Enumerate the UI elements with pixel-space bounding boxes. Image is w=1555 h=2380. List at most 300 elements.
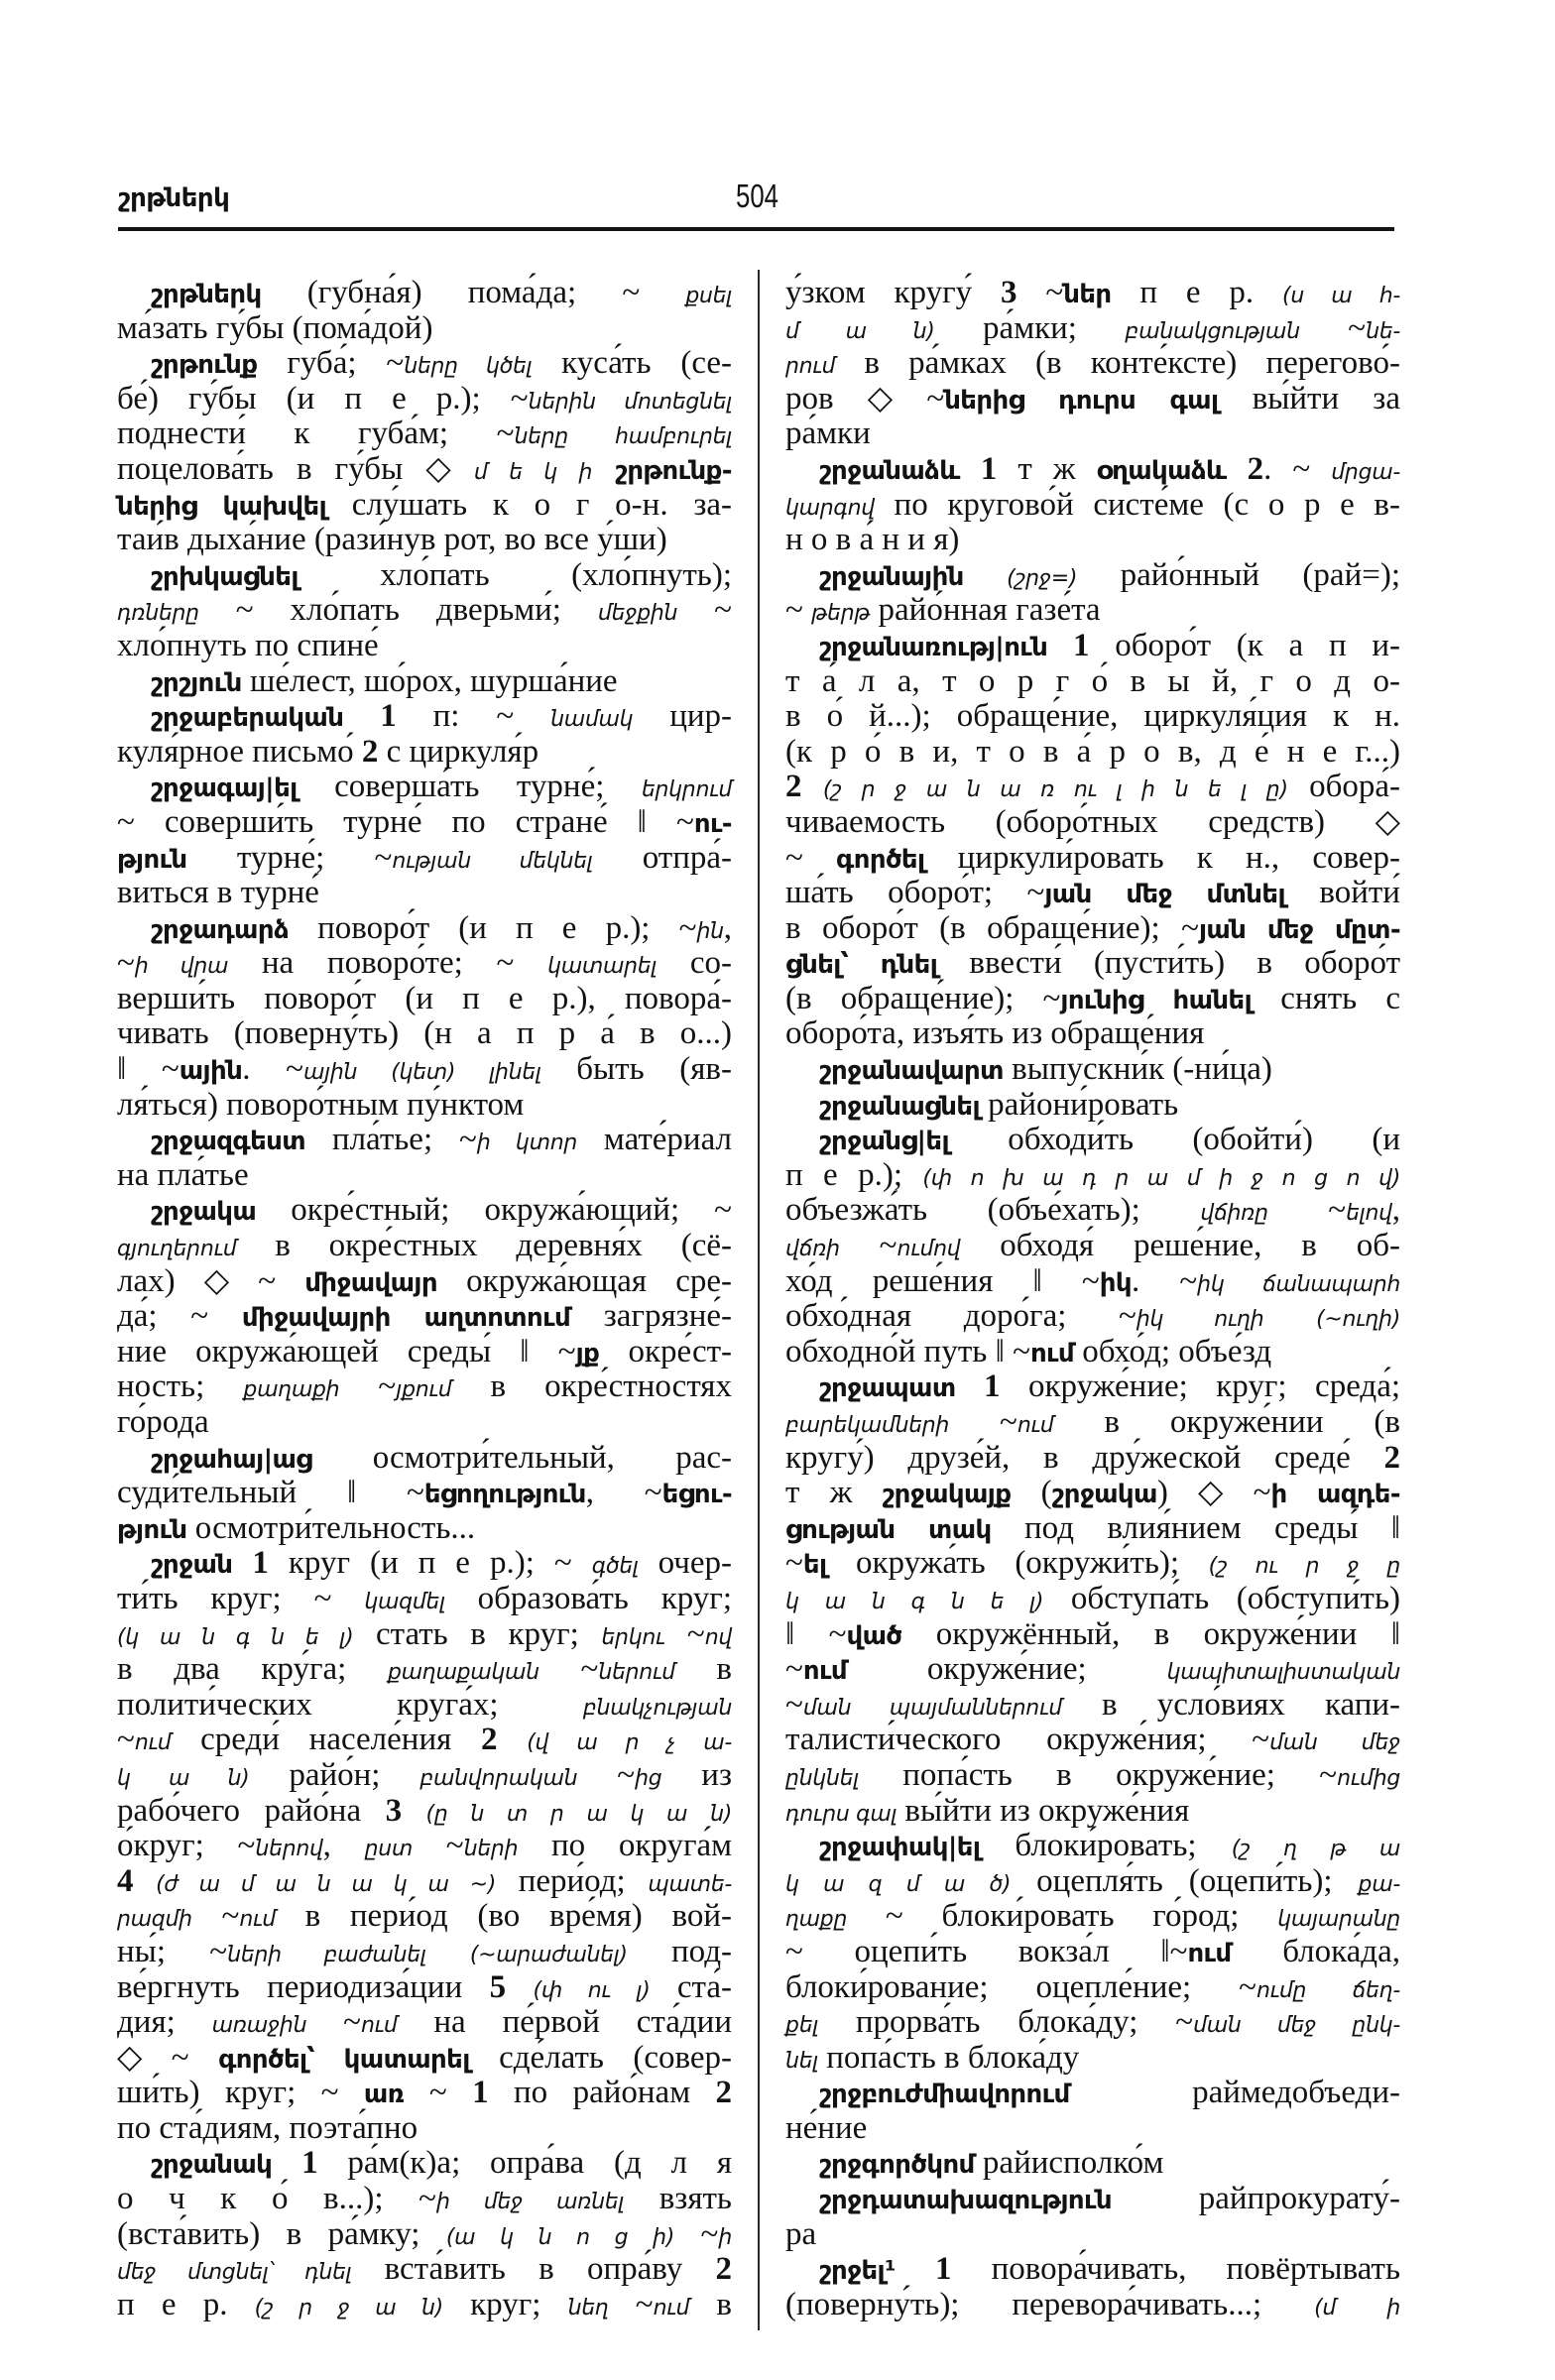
armenian-phrase-italic: ղաքը: [785, 1907, 848, 1933]
entry-line: [785, 911, 1400, 947]
entry-line: [785, 1829, 1400, 1864]
translation-text: (: [1011, 1475, 1052, 1511]
headword: շրջդատախազություն: [819, 2186, 1112, 2216]
translation-text: вы́йти за: [1218, 380, 1400, 416]
entry-line: [785, 1405, 1400, 1441]
entry-line: [785, 699, 1400, 735]
dictionary-entry: [785, 1052, 1400, 1088]
translation-text: го́рода: [117, 1404, 209, 1440]
translation-text: бе́) гу́бы (и п е р.); ~: [117, 380, 529, 416]
headword: շրխկացնել: [151, 561, 299, 592]
entry-line: [785, 2041, 1400, 2077]
translation-text: т а́ л а, т о р г о́ в ы й, г о д о-: [785, 662, 1400, 699]
translation-text: сде́лать (совер-: [469, 2039, 733, 2076]
translation-text: поцелова́ть в гу́бы ◇: [117, 450, 474, 487]
armenian-phrase-italic: ումով: [897, 1237, 961, 1262]
translation-text: блоки́рование; оцепле́ние; ~: [785, 1968, 1256, 2005]
translation-text: в усло́виях капи-: [1061, 1686, 1400, 1723]
armenian-phrase-bold: ներից կախվել: [117, 491, 327, 522]
armenian-phrase-italic: ի վրա: [134, 954, 229, 980]
armenian-phrase-italic: թերթ: [811, 601, 871, 627]
translation-text: окружа́ющая сре-: [436, 1262, 732, 1299]
armenian-phrase-italic: բանակցության: [1125, 318, 1300, 344]
armenian-phrase-italic: մեջքին: [597, 601, 678, 627]
entry-line: [785, 1511, 1400, 1547]
entry-line: [117, 1369, 732, 1405]
translation-text: т ж: [785, 1475, 883, 1511]
dictionary-entry: [117, 276, 732, 346]
translation-text: хло́пнуть по спине́: [117, 627, 379, 663]
armenian-phrase-italic: գյուղերում: [117, 1237, 237, 1262]
armenian-phrase-bold: ցնել՝ դնել: [785, 950, 938, 981]
armenian-phrase-italic: ում: [653, 2295, 690, 2320]
translation-text: ~: [664, 1615, 705, 1652]
armenian-phrase-italic: կ ա ն գ ն ե լ): [785, 1589, 1044, 1614]
translation-text: ~: [191, 1898, 240, 1935]
column-divider: [758, 270, 760, 2330]
entry-line: [785, 1970, 1400, 2006]
dictionary-entry: [785, 452, 1400, 558]
sense-number: 2: [715, 2251, 733, 2288]
translation-text: рабо́чего райо́на: [117, 1792, 386, 1829]
translation-text: кругу́) друзе́й, в дру́жеской среде́: [785, 1439, 1384, 1476]
translation-text: ров ◇ ~: [785, 380, 945, 416]
entry-line: [117, 1723, 732, 1758]
armenian-phrase-italic: ի կտոր: [476, 1130, 577, 1156]
translation-text: обступа́ть (обступи́ть): [1043, 1580, 1400, 1616]
translation-text: чивать (поверну́ть) (н а п р а́ в о...): [117, 1015, 732, 1052]
translation-text: (вста́вить) в ра́мку;: [117, 2215, 446, 2252]
armenian-phrase-bold: յան մեջ մտնել: [1044, 880, 1285, 910]
translation-text: осмотри́тельный, рас-: [311, 1439, 732, 1476]
armenian-phrase-italic: առաջին: [211, 2013, 307, 2039]
translation-text: поднести́ к губа́м; ~: [117, 416, 515, 452]
armenian-phrase-bold: ներից դուրս գալ: [944, 385, 1219, 416]
armenian-phrase-italic: (շ ղ թ ա: [1231, 1837, 1400, 1862]
sense-number: 4: [117, 1862, 134, 1899]
armenian-phrase-bold: յան մեջ մըտ-: [1198, 914, 1401, 945]
translation-text: оборо́т (к а п и-: [1089, 627, 1400, 663]
armenian-phrase-bold: ներ: [1063, 280, 1112, 309]
translation-text: ~: [785, 1651, 803, 1688]
entry-line: [117, 1264, 732, 1300]
entry-line: [785, 2146, 1400, 2182]
entry-line: [785, 1229, 1400, 1264]
entry-line: [785, 452, 1400, 488]
dictionary-entry: [785, 2146, 1400, 2182]
translation-text: под влия́нием среды́ ‖: [991, 1509, 1401, 1546]
armenian-phrase-bold: ել: [802, 1550, 827, 1581]
dictionary-entry: [785, 1369, 1400, 1829]
entry-line: [785, 1899, 1400, 1935]
translation-text: в два кру́га;: [117, 1651, 388, 1688]
translation-text: из: [661, 1756, 733, 1793]
dictionary-entry: [785, 1829, 1400, 2076]
entry-line: [785, 664, 1400, 700]
armenian-phrase-italic: ներին մոտեցնել: [528, 389, 732, 415]
translation-text: осмотри́тельность...: [186, 1509, 476, 1546]
entry-line: [117, 735, 732, 771]
translation-text: оборо́та, изъя́ть из обраще́ния: [785, 1015, 1205, 1052]
translation-text: о ч к о́ в...); ~: [117, 2181, 436, 2217]
armenian-phrase-italic: (մ ի: [1314, 2295, 1401, 2320]
headword: շրջապատ: [819, 1373, 956, 1404]
entry-line: [117, 1758, 732, 1794]
translation-text: [402, 1793, 425, 1829]
entry-line: [785, 593, 1400, 629]
armenian-phrase-italic: րազմի: [117, 1907, 192, 1933]
armenian-phrase-italic: վճռի: [785, 1237, 840, 1262]
translation-text: круг (и п е р.); ~: [268, 1545, 592, 1582]
translation-text: выпускни́к (-ни́ца): [1003, 1051, 1272, 1088]
translation-text: не́ние: [785, 2109, 868, 2146]
translation-text: окруже́ние;: [846, 1651, 1167, 1688]
entry-line: [117, 1123, 732, 1158]
entry-line: [117, 911, 732, 947]
translation-text: ~: [785, 839, 837, 876]
entry-line: [785, 1688, 1400, 1724]
translation-text: (к р о́ в и, т о в а́ р о в, д е́ н е г...): [785, 733, 1400, 770]
entry-line: [117, 1688, 732, 1724]
headword: շրջանառությ|ուն: [819, 632, 1048, 662]
headword: շրջանացնել: [819, 1091, 980, 1122]
translation-text: отпра́-: [592, 839, 732, 876]
translation-text: ~: [785, 592, 812, 629]
translation-text: . ~: [1131, 1262, 1198, 1299]
translation-text: (в обраще́ние); ~: [785, 980, 1061, 1016]
translation-text: пла́тье; ~: [304, 1122, 477, 1158]
armenian-phrase-italic: ման մեջ: [1269, 1730, 1400, 1756]
armenian-phrase-italic: երկրում: [641, 777, 732, 803]
armenian-phrase-italic: ների բաժանել: [227, 1942, 426, 1967]
translation-text: [1263, 1298, 1316, 1334]
entry-line: [785, 841, 1400, 877]
translation-text: [960, 451, 981, 487]
translation-text: по райо́нам: [488, 2075, 716, 2111]
armenian-phrase-italic: դուրս գալ: [785, 1801, 897, 1827]
translation-text: ра́м(к)а; опра́ва (д л я: [317, 2145, 732, 2182]
translation-text: ~: [339, 1368, 397, 1405]
armenian-phrase-italic: (շ ու ր ջ ը: [1208, 1554, 1401, 1580]
armenian-phrase-italic: (շրջ=): [1007, 565, 1078, 591]
translation-text: ,: [723, 909, 732, 946]
translation-text: ,: [1391, 1192, 1400, 1229]
translation-text: ~: [538, 1651, 599, 1688]
armenian-phrase-italic: ներով: [255, 1837, 323, 1862]
translation-text: в: [674, 1651, 732, 1688]
entry-line: [785, 735, 1400, 771]
entry-line: [785, 488, 1400, 524]
entry-line: [117, 416, 732, 452]
translation-text: под-: [627, 1933, 732, 1969]
translation-text: обхо́дная доро́га; ~: [785, 1298, 1136, 1335]
translation-text: п е р.);: [785, 1156, 923, 1193]
translation-text: поворо́т (и п е р.); ~: [289, 909, 697, 946]
translation-text: объезжа́ть (объе́хать);: [785, 1192, 1201, 1229]
armenian-phrase-italic: նեղ: [567, 2295, 609, 2320]
translation-text: обора́-: [1287, 769, 1401, 805]
translation-text: [498, 1722, 528, 1757]
armenian-phrase-italic: ին: [696, 918, 724, 944]
entry-line: [785, 558, 1400, 594]
armenian-phrase-italic: քսել: [685, 284, 732, 308]
entry-line: [117, 346, 732, 382]
dictionary-entry: [117, 1193, 732, 1440]
headword: շրջան: [151, 1550, 233, 1581]
armenian-phrase-italic: ները համբուրել: [514, 424, 732, 450]
entry-line: [785, 382, 1400, 417]
dictionary-entry: [117, 558, 732, 664]
translation-text: ~: [413, 1828, 464, 1864]
translation-text: окружа́ть (окружи́ть);: [826, 1545, 1209, 1582]
translation-text: в ра́мках (в конте́ксте) перегово́-: [835, 345, 1400, 382]
entry-line: [785, 1158, 1400, 1194]
entry-line: [117, 664, 732, 700]
translation-text: ~: [404, 2075, 473, 2111]
armenian-phrase-italic: ըստ: [364, 1837, 414, 1862]
translation-text: губа́; ~: [257, 345, 405, 382]
translation-text: ~: [117, 945, 135, 982]
dictionary-entry: [785, 1123, 1400, 1369]
dictionary-entry: [785, 558, 1400, 629]
armenian-phrase-italic: բարեկամների: [785, 1413, 950, 1438]
entry-line: [785, 629, 1400, 664]
translation-text: взять: [624, 2181, 732, 2217]
entry-line: [117, 523, 732, 558]
translation-text: обхо́д; объе́зд: [1074, 1333, 1272, 1369]
armenian-phrase-italic: կապիտալիստական: [1166, 1660, 1400, 1686]
entry-line: [117, 805, 732, 841]
headword: շրջազգեստ: [151, 1127, 305, 1157]
translation-text: полити́ческих круга́х;: [117, 1686, 583, 1723]
armenian-phrase-bold: յունից հանել: [1060, 985, 1253, 1015]
armenian-phrase-italic: մրցա-: [1331, 459, 1401, 485]
translation-text: ~: [677, 592, 732, 629]
translation-text: загрязне́-: [570, 1298, 732, 1335]
sense-number: 2: [1247, 450, 1264, 487]
entry-line: [117, 1582, 732, 1617]
armenian-phrase-italic: իկ ճանապարհ: [1197, 1271, 1400, 1297]
translation-text: ра: [785, 2215, 817, 2252]
translation-text: ‖ ~: [785, 1615, 847, 1652]
headword: շրթներկ: [151, 280, 262, 309]
armenian-phrase-italic: (շ ր ջ ա ն ա ռ ու լ ի ն ե լ ը): [822, 777, 1288, 803]
dictionary-entry: [785, 2076, 1400, 2146]
dictionary-entry: [785, 276, 1400, 452]
translation-text: обходя́ реше́ние, в об-: [960, 1228, 1401, 1264]
entry-line: [785, 982, 1400, 1017]
armenian-phrase-italic: ները կծել: [404, 354, 533, 380]
translation-text: блока́да,: [1231, 1933, 1400, 1969]
translation-text: окре́стный; окружа́ющий; ~: [256, 1192, 732, 1229]
armenian-phrase-italic: մ ե կ ի: [473, 459, 593, 485]
translation-text: слу́шать к о г о-н. за-: [326, 486, 733, 523]
headword: շրջահայ|աց: [151, 1444, 312, 1475]
armenian-phrase-italic: յքում: [396, 1377, 452, 1403]
armenian-phrase-italic: (շ ր ջ ա ն): [254, 2295, 443, 2320]
translation-text: ~: [608, 2286, 654, 2322]
entry-line: [117, 1970, 732, 2006]
sense-number: 1: [252, 1545, 269, 1582]
translation-text: у́зком кругу́: [785, 275, 1002, 310]
sense-number: 1: [301, 2145, 318, 2182]
translation-text: образова́ть круг;: [444, 1580, 732, 1616]
translation-text: ~: [949, 1404, 1017, 1440]
armenian-phrase-italic: նե-: [1366, 318, 1400, 344]
entry-line: [117, 1016, 732, 1052]
armenian-phrase-bold: շրթունք-: [615, 455, 732, 486]
armenian-phrase-italic: (փ ո խ ա դ ր ա մ ի ջ ո ց ո վ): [922, 1165, 1400, 1191]
translation-text: в окре́стных деревня́х (сё-: [236, 1228, 732, 1264]
headword: շրջադարձ: [151, 914, 290, 945]
headword: շրթունք: [151, 350, 258, 381]
translation-text: ~: [839, 1228, 897, 1264]
translation-text: ~: [1267, 1192, 1347, 1229]
sense-number: 1: [984, 1368, 1001, 1405]
armenian-phrase-bold: ում: [1187, 1938, 1232, 1968]
header-rule: [118, 227, 1394, 231]
entry-line: [785, 1052, 1400, 1088]
entry-line: [785, 2252, 1400, 2288]
sense-number: 2: [1383, 1439, 1400, 1476]
translation-text: раймедобъеди-: [1069, 2075, 1400, 2111]
armenian-phrase-bold: առ: [363, 2080, 405, 2110]
entry-line: [785, 2076, 1400, 2111]
armenian-phrase-italic: վճիռը: [1200, 1201, 1268, 1227]
armenian-phrase-italic: պատե-: [648, 1871, 732, 1897]
translation-text: верши́ть поворо́т (и п е р.), повора́-: [117, 980, 732, 1016]
translation-text: . ~: [1263, 450, 1332, 487]
armenian-phrase-italic: կարգով: [785, 495, 875, 521]
dictionary-entry: [117, 1546, 732, 2146]
translation-text: ввести́ (пусти́ть) в оборо́т: [937, 945, 1400, 982]
armenian-phrase-bold: գործել: [836, 844, 925, 875]
sense-number: 3: [1001, 275, 1017, 310]
translation-text: по ста́диям, поэта́пно: [117, 2109, 419, 2146]
armenian-phrase-italic: ի: [718, 2224, 733, 2250]
armenian-phrase-bold: ում: [1029, 1338, 1075, 1368]
headword: շրջանակ: [151, 2150, 273, 2181]
armenian-phrase-italic: ման մեջ ընկ-: [1193, 2013, 1400, 2039]
entry-line: [117, 629, 732, 664]
entry-line: [785, 523, 1400, 558]
armenian-phrase-italic: կայարանը: [1277, 1907, 1400, 1933]
headword: շրջգործկոմ: [819, 2150, 975, 2181]
dictionary-column-left: [117, 276, 732, 2322]
armenian-phrase-italic: ից: [635, 1765, 662, 1791]
page-number: 504: [736, 178, 778, 214]
entry-line: [117, 1617, 732, 1653]
translation-text: пери́од;: [496, 1862, 649, 1899]
armenian-phrase-italic: կատարել: [547, 954, 658, 980]
armenian-phrase-italic: ման պայմաններում: [802, 1695, 1062, 1721]
armenian-phrase-italic: (ս ա հ-: [1282, 284, 1400, 308]
translation-text: блоки́ровать;: [980, 1828, 1232, 1864]
translation-text: [272, 2145, 301, 2181]
entry-line: [785, 2288, 1400, 2323]
translation-text: окруже́ние; круг; среда́;: [1000, 1368, 1401, 1405]
translation-text: хло́пать (хло́пнуть);: [298, 556, 732, 593]
entry-line: [117, 1229, 732, 1264]
translation-text: (губна́я) пома́да; ~: [261, 275, 686, 310]
entry-line: [117, 1052, 732, 1088]
armenian-phrase-italic: ընկնել: [785, 1765, 859, 1791]
dictionary-entry: [117, 346, 732, 558]
armenian-phrase-italic: (~ուղի): [1316, 1307, 1400, 1333]
entry-line: [117, 2252, 732, 2288]
translation-text: ти́ть круг; ~: [117, 1580, 365, 1616]
entry-line: [117, 946, 732, 982]
translation-text: чиваемость (оборо́тных средств) ◇: [785, 803, 1400, 840]
armenian-phrase-italic: ով: [704, 1624, 732, 1650]
entry-line: [785, 1369, 1400, 1405]
entry-line: [785, 946, 1400, 982]
entry-line: [117, 2005, 732, 2041]
entry-line: [117, 1794, 732, 1830]
translation-text: ра́мки;: [934, 309, 1126, 346]
entry-line: [785, 2182, 1400, 2217]
translation-text: снять с: [1252, 980, 1401, 1016]
entry-line: [117, 982, 732, 1017]
translation-text: . ~: [242, 1051, 303, 1088]
translation-text: в окре́стностях: [451, 1368, 732, 1405]
entry-line: [785, 1016, 1400, 1052]
translation-text: круг;: [442, 2286, 568, 2322]
translation-text: хо́д реше́ния ‖ ~: [785, 1262, 1100, 1299]
translation-text: ны́; ~: [117, 1933, 228, 1969]
translation-text: попа́сть в блока́ду: [817, 2039, 1080, 2076]
translation-text: ши́ть) круг; ~: [117, 2075, 364, 2111]
headword: շրջանց|ել: [819, 1127, 949, 1157]
entry-line: [785, 276, 1400, 311]
translation-text: на пе́рвой ста́дии: [397, 2004, 732, 2041]
entry-line: [785, 1123, 1400, 1158]
translation-text: лах) ◇ ~: [117, 1262, 305, 1299]
entry-line: [785, 1299, 1400, 1335]
armenian-phrase-italic: իկ ուղի: [1136, 1307, 1264, 1333]
entry-line: [117, 382, 732, 417]
translation-text: ля́ться) поворо́тным пу́нктом: [117, 1086, 525, 1123]
entry-line: [785, 1441, 1400, 1477]
entry-line: [117, 2146, 732, 2182]
translation-text: куля́рное письмо́: [117, 733, 362, 770]
sense-number: 2: [481, 1722, 498, 1758]
translation-text: со-: [657, 945, 732, 982]
translation-text: райисполко́м: [974, 2145, 1164, 2182]
entry-line: [117, 558, 732, 594]
armenian-phrase-italic: քա-: [1358, 1871, 1401, 1897]
entry-line: [117, 1158, 732, 1194]
headword: շրշյուն: [151, 667, 242, 698]
dictionary-column-right: [785, 276, 1400, 2322]
entry-line: [785, 2217, 1400, 2253]
translation-text: таи́в дыха́ние (рази́нув рот, во все у́ши): [117, 522, 667, 558]
translation-text: [802, 769, 823, 804]
translation-text: ша́ть оборо́т; ~: [785, 875, 1045, 911]
armenian-phrase-bold: միջավայր: [304, 1267, 437, 1298]
translation-text: райо́н;: [249, 1756, 420, 1793]
entry-line: [785, 1264, 1400, 1300]
entry-line: [117, 2076, 732, 2111]
translation-text: ность;: [117, 1368, 244, 1405]
headword: շրջափակ|ել: [819, 1833, 981, 1863]
translation-text: талисти́ческого окруже́ния; ~: [785, 1722, 1270, 1758]
entry-line: [117, 276, 732, 311]
entry-line: [785, 805, 1400, 841]
armenian-phrase-italic: նել: [785, 2048, 818, 2074]
translation-text: (поверну́ть); перевора́чивать...;: [785, 2286, 1315, 2322]
translation-text: ~ оцепи́ть вокза́л ‖~: [785, 1933, 1188, 1969]
